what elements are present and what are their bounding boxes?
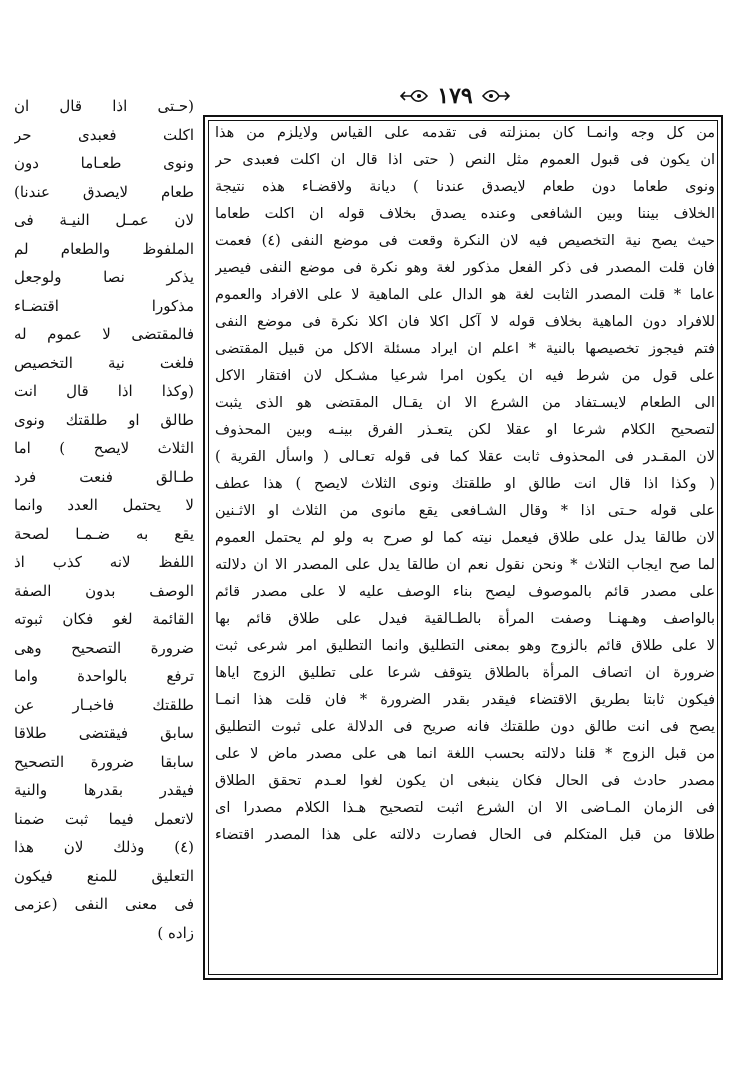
main-line: فتم فيجوز تخصيصها بالنية * اعلم ان ايراد مسئلة الاكل من قبيل المقتضى: [215, 341, 715, 357]
main-line: طلاقا من قبل المتكلم فى الحال فصارت دلالته على هذا المصدر اقتضاء: [215, 827, 715, 843]
main-line: للافراد دون الماهية بخلاف قوله لا آكل اكلا فان اكلا نكرة فى موضع النفى: [215, 314, 715, 330]
main-line: من قبل الزوج * قلنا دلالته بحسب اللغة انما هى على مصدر ماض لا على: [215, 746, 715, 762]
margin-line: سابقا ضرورة التصحيح: [14, 752, 194, 771]
margin-line: (حـتى اذا قال ان: [14, 97, 194, 115]
margin-line: سابق فيقتضى طلاقا: [14, 724, 194, 742]
main-line: الى الطعام لايسـتفاد من الشرع الا ان يقـال المقتضى هو الذى يثبت: [215, 395, 715, 411]
main-line: مصدر حادث فى الحال فكان ينبغى ان يكون لغوا لعـدم تحقق الطلاق: [215, 773, 715, 789]
margin-commentary: [14, 92, 194, 947]
margin-line: فيقدر بقدرها والنية: [14, 781, 194, 799]
page-header: [395, 82, 515, 110]
margin-line: الثلاث لايصح ) اما: [14, 439, 194, 457]
main-line: عاما * قلت المصدر الثابت لغة هو الدال على الماهية لا على الافراد والعموم: [215, 287, 715, 303]
main-line: ضرورة ان اتصاف المرأة بالطلاق يتوقف شرعا على تطليق الزوج اياها: [215, 665, 715, 681]
margin-line: ترفع بالواحدة واما: [14, 667, 194, 685]
left-ornament-icon: [399, 87, 429, 105]
margin-line: ضرورة التصحيح وهى: [14, 638, 194, 657]
main-line: على قوله حـتى اذا * وقال الشـافعى يقع مانوى من الثلاث او الاثـنين: [215, 503, 715, 519]
margin-line: طعام لايصدق عندنا): [14, 182, 194, 201]
margin-line: الوصف بدون الصفة: [14, 581, 194, 600]
main-line: حيث يصح نية التخصيص فيه لان النكرة وقعت فى موضع النفى (٤) فعمت: [215, 233, 715, 249]
main-line: فان قلت المصدر فى ذكر الفعل مذكور لغة وهو نكرة فى موضع النفى فيصير: [215, 260, 715, 276]
margin-line: ونوى طعـاما دون: [14, 154, 194, 172]
margin-line: يقع به ضـمـا لصحة: [14, 524, 194, 543]
main-line: ونوى طعاما دون طعام لايصدق عندنا ) ديانة ولاقضـاء هذه نتيجة: [215, 179, 715, 195]
margin-line: فالمقتضى لا عموم له: [14, 325, 194, 343]
main-line: فى الزمان المـاضى الا ان الشرع اثبت لتصحيح هـذا الكلام مصدرا اى: [215, 800, 715, 816]
margin-line: القائمة لغو فكان ثبوته: [14, 610, 194, 628]
main-line: من كل وجه وانمـا كان بمنزلته فى تقدمه على القياس ولايلزم من هذا: [215, 125, 715, 141]
margin-line: فى معنى النفى (عزمى: [14, 895, 194, 913]
main-line: على قول من شرط فيه ان يكون امرا شرعيا مشـكل لان افتقار الاكل: [215, 368, 715, 384]
margin-line: اللفظ لانه كذب اذ: [14, 553, 194, 571]
main-text: [215, 120, 715, 849]
margin-line: طـالق فنعت فرد: [14, 467, 194, 486]
margin-line: لان عمـل النيـة فى: [14, 211, 194, 229]
margin-line: زاده ): [157, 923, 194, 942]
main-line: لتصحيح الكلام شرعا او عقلا لكن يتعـذر الفرق بينـه وبين المحذوف: [215, 422, 715, 438]
margin-line: التعليق للمنع فيكون: [14, 866, 194, 885]
margin-line: طلقتك فاخبـار عن: [14, 695, 194, 714]
margin-line: الملفوظ والطعام لم: [14, 239, 194, 258]
main-line: ان يكون فى قبول العموم مثل النص ( حتى اذا قال ان اكلت فعبدى حر: [215, 152, 715, 168]
page-number: ١٧٩: [437, 83, 473, 109]
margin-line: اكلت فعبدى حر: [14, 125, 194, 144]
margin-line: مذكورا اقتضـاء: [14, 296, 194, 315]
main-line: فيكون ثابتا بطريق الاقتضاء فيقدر بقدر الضرورة * فان قلت هذا انمـا: [215, 692, 715, 708]
margin-line: فلغت نية التخصيص: [14, 353, 194, 372]
margin-line: (وكذا اذا قال انت: [14, 382, 194, 400]
margin-line: لا يحتمل العدد وانما: [14, 496, 194, 514]
margin-line: يذكر نصا ولوجعل: [14, 268, 194, 286]
main-line: يصح فى انت طالق دون طلقتك فانه صريح فى الدلالة على ثبوت التطليق: [215, 719, 715, 735]
main-line: لما صح ايجاب الثلاث * ونحن نقول نعم ان طالقا يدل على المصدر الا ان دلالته: [215, 557, 715, 573]
right-ornament-icon: [481, 87, 511, 105]
margin-line: لاتعمل فيما ثبت ضمنا: [14, 809, 194, 828]
margin-line: (٤) وذلك لان هذا: [14, 838, 194, 856]
main-line: ( وكذا اذا قال انت طالق او طلقتك ونوى الثلاث لايصح ) هذا عطف: [215, 476, 715, 492]
main-line: على مصدر قائم بالموصوف ليصح بناء الوصف عليه لا على مصدر قائم: [215, 584, 715, 600]
main-line: الخلاف بيننا وبين الشافعى وعنده يصدق بخلاف قوله ان اكلت طعاما: [215, 206, 715, 222]
main-line: لان المقـدر فى المحذوف ثابت عقلا كما فى قوله تعـالى ( واسأل القرية ): [215, 449, 715, 465]
main-line: لان طالقا يدل على طلاق فيعمل نيته كما لو صرح به ولو لم يحتمل العموم: [215, 530, 715, 546]
main-line: بالواصف وهـهنـا وصفت المرأة بالطـالقية فيدل على طلاق قائم بها: [215, 611, 715, 627]
margin-line: طالق او طلقتك ونوى: [14, 410, 194, 429]
main-line: لا على طلاق قائم بالزوج وهو بمعنى التطليق وانما التطليق امر شرعى ثبت: [215, 638, 715, 654]
